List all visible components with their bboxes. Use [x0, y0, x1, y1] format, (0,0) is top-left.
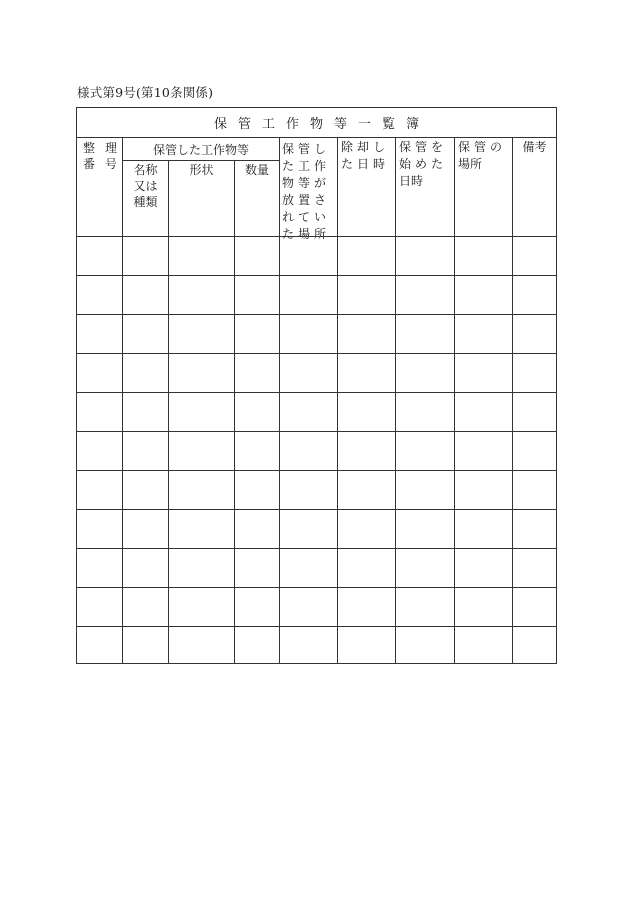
title-divider: [77, 137, 556, 138]
table-cell[interactable]: [454, 353, 512, 392]
table-cell[interactable]: [279, 548, 337, 587]
header-number-c3: 番: [83, 157, 96, 171]
table-cell[interactable]: [454, 470, 512, 509]
table-cell[interactable]: [234, 548, 279, 587]
table-cell[interactable]: [122, 587, 168, 626]
header-removal-time: [341, 139, 395, 173]
table-cell[interactable]: [337, 626, 395, 665]
table-cell[interactable]: [512, 470, 556, 509]
table-cell[interactable]: [337, 509, 395, 548]
table-cell[interactable]: [337, 275, 395, 314]
table-cell[interactable]: [454, 392, 512, 431]
table-cell[interactable]: [512, 275, 556, 314]
table-cell[interactable]: [395, 275, 454, 314]
table-cell[interactable]: [234, 353, 279, 392]
table-cell[interactable]: [122, 431, 168, 470]
table-cell[interactable]: [337, 431, 395, 470]
table-cell[interactable]: [279, 236, 337, 275]
header-name: [123, 162, 168, 210]
table-cell[interactable]: [512, 392, 556, 431]
table-cell[interactable]: [77, 314, 122, 353]
header-removal-time-line1: 除却し: [341, 140, 390, 154]
header-remarks: 備考: [522, 140, 547, 154]
table-cell[interactable]: [234, 587, 279, 626]
header-number-c2: 理: [104, 141, 117, 155]
table-cell[interactable]: [454, 314, 512, 353]
register-title: 保管工作物等一覧簿: [213, 117, 430, 132]
table-cell[interactable]: [168, 587, 234, 626]
header-name-line3: 種類: [133, 195, 158, 209]
table-cell[interactable]: [512, 626, 556, 665]
header-place-left-line5: れてい: [282, 210, 331, 224]
table-cell[interactable]: [234, 509, 279, 548]
table-cell[interactable]: [77, 392, 122, 431]
table-cell[interactable]: [279, 626, 337, 665]
table-cell[interactable]: [234, 626, 279, 665]
header-place-left-line3: 物等が: [282, 176, 331, 190]
table-cell[interactable]: [168, 392, 234, 431]
table-cell[interactable]: [234, 236, 279, 275]
header-storage-place-line2: 場所: [458, 157, 483, 171]
table-cell[interactable]: [395, 509, 454, 548]
table-cell[interactable]: [279, 509, 337, 548]
table-cell[interactable]: [395, 548, 454, 587]
table-cell[interactable]: [279, 470, 337, 509]
table-cell[interactable]: [337, 587, 395, 626]
header-name-line2: 又は: [133, 179, 158, 193]
table-cell[interactable]: [279, 392, 337, 431]
header-shape: 形状: [189, 163, 214, 177]
table-cell[interactable]: [122, 392, 168, 431]
table-cell[interactable]: [77, 431, 122, 470]
table-cell[interactable]: [337, 236, 395, 275]
table-cell[interactable]: [454, 509, 512, 548]
table-cell[interactable]: [512, 431, 556, 470]
table-cell[interactable]: [395, 470, 454, 509]
form-number-label: 様式第9号(第10条関係): [77, 85, 214, 100]
table-cell[interactable]: [77, 236, 122, 275]
header-start-time-line1: 保管を: [399, 140, 448, 154]
header-start-time-line3: 日時: [399, 174, 424, 188]
table-cell[interactable]: [279, 431, 337, 470]
header-name-line1: 名称: [133, 163, 158, 177]
table-cell[interactable]: [234, 392, 279, 431]
table-cell[interactable]: [512, 353, 556, 392]
table-cell[interactable]: [454, 236, 512, 275]
table-cell[interactable]: [279, 314, 337, 353]
table-cell[interactable]: [168, 470, 234, 509]
table-cell[interactable]: [234, 275, 279, 314]
table-cell[interactable]: [512, 236, 556, 275]
table-cell[interactable]: [279, 587, 337, 626]
table-cell[interactable]: [337, 548, 395, 587]
header-number-c4: 号: [104, 157, 117, 171]
header-place-left: [282, 141, 336, 243]
table-cell[interactable]: [512, 509, 556, 548]
header-start-time-line2: 始めた: [399, 157, 448, 171]
table-cell[interactable]: [234, 431, 279, 470]
table-cell[interactable]: [168, 431, 234, 470]
header-storage-place: [458, 139, 512, 173]
table-cell[interactable]: [122, 353, 168, 392]
stored-items-subdivider: [123, 160, 279, 161]
table-cell[interactable]: [77, 275, 122, 314]
table-cell[interactable]: [395, 392, 454, 431]
table-cell[interactable]: [77, 626, 122, 665]
table-cell[interactable]: [337, 353, 395, 392]
header-place-left-line2: た工作: [282, 159, 331, 173]
table-cell[interactable]: [77, 470, 122, 509]
table-cell[interactable]: [279, 353, 337, 392]
table-cell[interactable]: [395, 314, 454, 353]
table-cell[interactable]: [122, 626, 168, 665]
table-cell[interactable]: [122, 314, 168, 353]
header-place-left-line1: 保管し: [282, 142, 331, 156]
header-removal-time-line2: た日時: [341, 157, 390, 171]
table-cell[interactable]: [234, 314, 279, 353]
stored-items-register-table: [76, 107, 557, 664]
table-cell[interactable]: [168, 626, 234, 665]
table-cell[interactable]: [454, 275, 512, 314]
table-cell[interactable]: [454, 431, 512, 470]
table-cell[interactable]: [77, 509, 122, 548]
header-place-left-line4: 放置さ: [282, 193, 331, 207]
table-cell[interactable]: [395, 587, 454, 626]
table-cell[interactable]: [168, 314, 234, 353]
table-cell[interactable]: [337, 392, 395, 431]
table-cell[interactable]: [395, 626, 454, 665]
header-number-c1: 整: [83, 141, 96, 155]
header-stored-items: 保管した工作物等: [152, 143, 249, 157]
table-cell[interactable]: [234, 470, 279, 509]
table-cell[interactable]: [168, 236, 234, 275]
table-cell[interactable]: [337, 314, 395, 353]
header-place-left-line6: た場所: [282, 227, 331, 241]
table-cell[interactable]: [168, 548, 234, 587]
table-cell[interactable]: [512, 587, 556, 626]
table-cell[interactable]: [395, 431, 454, 470]
table-cell[interactable]: [122, 275, 168, 314]
table-cell[interactable]: [454, 587, 512, 626]
header-storage-place-line1: 保管の: [458, 140, 507, 154]
table-cell[interactable]: [395, 353, 454, 392]
table-cell[interactable]: [395, 236, 454, 275]
table-cell[interactable]: [168, 509, 234, 548]
header-number: [77, 138, 122, 172]
table-cell[interactable]: [512, 314, 556, 353]
table-cell[interactable]: [122, 548, 168, 587]
table-cell[interactable]: [122, 236, 168, 275]
table-cell[interactable]: [337, 470, 395, 509]
table-cell[interactable]: [77, 353, 122, 392]
header-start-time: [399, 139, 453, 190]
table-cell[interactable]: [122, 509, 168, 548]
table-cell[interactable]: [168, 353, 234, 392]
table-cell[interactable]: [512, 548, 556, 587]
header-quantity: 数量: [244, 163, 269, 177]
table-cell[interactable]: [77, 548, 122, 587]
table-cell[interactable]: [77, 587, 122, 626]
table-cell[interactable]: [279, 275, 337, 314]
table-cell[interactable]: [454, 626, 512, 665]
table-cell[interactable]: [454, 548, 512, 587]
table-cell[interactable]: [122, 470, 168, 509]
table-cell[interactable]: [168, 275, 234, 314]
